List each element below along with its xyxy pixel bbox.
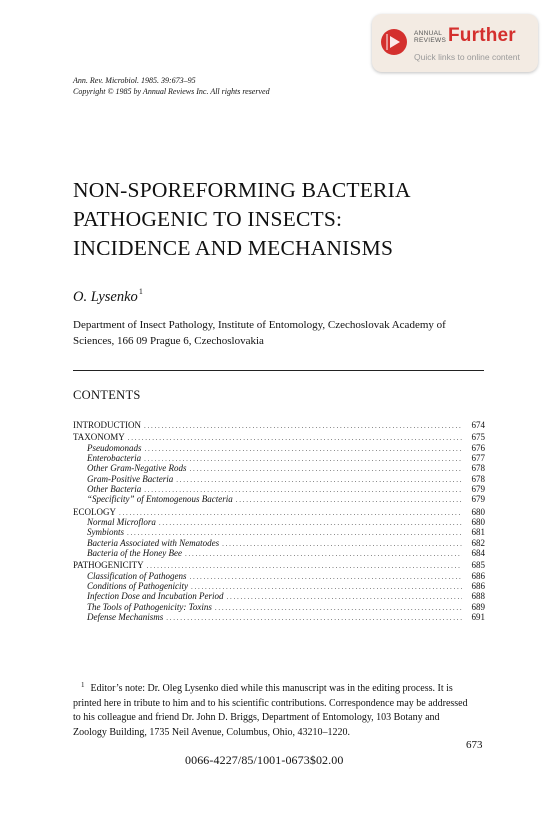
toc-entry-label: PATHOGENICITY bbox=[73, 560, 144, 571]
citation-line: Ann. Rev. Microbiol. 1985. 39:673–95 bbox=[73, 76, 196, 85]
toc-entry-label: Bacteria of the Honey Bee bbox=[87, 547, 182, 558]
toc-entry-page: 688 bbox=[471, 591, 485, 602]
footnote-line: to his colleague and friend Dr. John D. Briggs, Department of Entomology, 103 Botany and bbox=[73, 712, 440, 724]
page-number: 673 bbox=[466, 739, 483, 751]
toc-entry-label: Symbionts bbox=[87, 527, 124, 538]
toc-entry-label: Bacteria Associated with Nematodes bbox=[87, 537, 220, 548]
toc-leader-dots bbox=[236, 495, 462, 505]
author-affiliation bbox=[73, 318, 493, 349]
toc-leader-dots bbox=[128, 433, 462, 443]
title-line: INCIDENCE AND MECHANISMS bbox=[73, 236, 394, 260]
toc-subsection-entry[interactable] bbox=[73, 463, 485, 473]
toc-leader-dots bbox=[226, 592, 462, 602]
footnote-text: Editor’s note: Dr. Oleg Lysenko died while this manuscript was in the editing process. It is bbox=[90, 683, 453, 694]
toc-section-entry[interactable] bbox=[73, 420, 485, 430]
toc-subsection-entry[interactable] bbox=[73, 548, 485, 558]
toc-entry-label: Other Gram-Negative Rods bbox=[87, 463, 187, 474]
toc-leader-dots bbox=[176, 475, 462, 485]
toc-leader-dots bbox=[144, 421, 462, 431]
toc-entry-page: 679 bbox=[471, 483, 485, 494]
title-line: PATHOGENIC TO INSECTS: bbox=[73, 207, 343, 231]
toc-entry-page: 684 bbox=[471, 547, 485, 558]
toc-entry-label: Defense Mechanisms bbox=[87, 611, 164, 622]
price-code: 0066-4227/85/1001-0673$02.00 bbox=[185, 753, 344, 767]
toc-entry-label: Infection Dose and Incubation Period bbox=[87, 591, 224, 602]
contents-heading: CONTENTS bbox=[73, 388, 141, 402]
toc-subsection-entry[interactable] bbox=[73, 602, 485, 612]
toc-subsection-entry[interactable] bbox=[73, 443, 485, 453]
toc-entry-page: 674 bbox=[471, 420, 485, 430]
annual-reviews-logo-icon bbox=[381, 29, 407, 55]
toc-leader-dots bbox=[147, 561, 462, 571]
toc-entry-page: 679 bbox=[471, 494, 485, 505]
table-of-contents bbox=[73, 420, 485, 622]
toc-leader-dots bbox=[145, 444, 463, 454]
toc-leader-dots bbox=[185, 549, 462, 559]
footnote-line: Zoology Building, 1735 Neil Avenue, Columbus, Ohio, 43210–1220. bbox=[73, 726, 351, 738]
toc-entry-label: Pseudomonads bbox=[87, 442, 142, 453]
toc-subsection-entry[interactable] bbox=[73, 591, 485, 601]
toc-subsection-entry[interactable] bbox=[73, 484, 485, 494]
toc-section-entry[interactable] bbox=[73, 432, 485, 442]
toc-entry-label: Gram-Positive Bacteria bbox=[87, 473, 174, 484]
affiliation-line: Sciences, 166 09 Prague 6, Czechoslovakia bbox=[73, 334, 264, 347]
toc-entry-label: “Specificity” of Entomogenous Bacteria bbox=[87, 494, 233, 505]
badge-further-label[interactable]: Further bbox=[448, 25, 516, 46]
toc-leader-dots bbox=[190, 572, 462, 582]
further-links-badge[interactable] bbox=[372, 14, 538, 72]
toc-entry-page: 691 bbox=[471, 611, 485, 622]
toc-subsection-entry[interactable] bbox=[73, 494, 485, 504]
toc-entry-label: The Tools of Pathogenicity: Toxins bbox=[87, 601, 212, 612]
article-title bbox=[73, 176, 411, 263]
toc-entry-page: 677 bbox=[471, 453, 485, 464]
toc-subsection-entry[interactable] bbox=[73, 517, 485, 527]
editor-footnote bbox=[73, 678, 485, 740]
toc-entry-label: INTRODUCTION bbox=[73, 420, 141, 430]
toc-subsection-entry[interactable] bbox=[73, 581, 485, 591]
toc-entry-page: 678 bbox=[471, 463, 485, 474]
toc-leader-dots bbox=[189, 464, 462, 474]
toc-entry-label: Classification of Pathogens bbox=[87, 570, 187, 581]
toc-subsection-entry[interactable] bbox=[73, 571, 485, 581]
footnote-line bbox=[73, 678, 485, 697]
toc-leader-dots bbox=[215, 603, 462, 613]
toc-leader-dots bbox=[222, 539, 462, 549]
toc-entry-page: 676 bbox=[471, 442, 485, 453]
toc-leader-dots bbox=[144, 454, 462, 464]
title-line: NON-SPOREFORMING BACTERIA bbox=[73, 178, 411, 202]
toc-subsection-entry[interactable] bbox=[73, 612, 485, 622]
toc-subsection-entry[interactable] bbox=[73, 538, 485, 548]
toc-entry-page: 680 bbox=[471, 506, 485, 517]
toc-subsection-entry[interactable] bbox=[73, 453, 485, 463]
copyright-line: Copyright © 1985 by Annual Reviews Inc. All rights reserved bbox=[73, 86, 270, 96]
journal-citation bbox=[73, 76, 270, 97]
toc-entry-page: 689 bbox=[471, 601, 485, 612]
toc-leader-dots bbox=[166, 613, 462, 623]
toc-subsection-entry[interactable] bbox=[73, 474, 485, 484]
toc-entry-page: 678 bbox=[471, 473, 485, 484]
footnote-line: printed here in tribute to him and to his scientific contributions. Correspondence may be addressed bbox=[73, 697, 468, 709]
badge-subtitle: Quick links to online content bbox=[414, 52, 520, 62]
author-name: O. Lysenko bbox=[73, 289, 138, 305]
toc-leader-dots bbox=[159, 518, 462, 528]
toc-entry-page: 681 bbox=[471, 527, 485, 538]
toc-leader-dots bbox=[191, 582, 462, 592]
toc-entry-label: TAXONOMY bbox=[73, 432, 125, 443]
toc-entry-page: 686 bbox=[471, 581, 485, 592]
badge-publisher-name: ANNUAL REVIEWS bbox=[414, 30, 447, 44]
toc-entry-label: Enterobacteria bbox=[87, 453, 142, 464]
toc-entry-label: Conditions of Pathogenicity bbox=[87, 581, 188, 592]
section-divider bbox=[73, 370, 484, 371]
toc-entry-page: 680 bbox=[471, 517, 485, 528]
toc-subsection-entry[interactable] bbox=[73, 527, 485, 537]
toc-entry-page: 675 bbox=[471, 432, 485, 443]
affiliation-line: Department of Insect Pathology, Institute of Entomology, Czechoslovak Academy of bbox=[73, 319, 446, 331]
footnote-mark: 1 bbox=[81, 681, 85, 689]
toc-entry-label: ECOLOGY bbox=[73, 506, 116, 517]
author bbox=[73, 287, 143, 306]
toc-section-entry[interactable] bbox=[73, 507, 485, 517]
toc-entry-page: 682 bbox=[471, 537, 485, 548]
toc-entry-page: 685 bbox=[471, 560, 485, 571]
toc-entry-label: Other Bacteria bbox=[87, 483, 142, 494]
toc-entry-label: Normal Microflora bbox=[87, 517, 156, 528]
toc-section-entry[interactable] bbox=[73, 560, 485, 570]
toc-entry-page: 686 bbox=[471, 570, 485, 581]
toc-leader-dots bbox=[119, 508, 462, 518]
author-footnote-mark: 1 bbox=[138, 287, 143, 296]
